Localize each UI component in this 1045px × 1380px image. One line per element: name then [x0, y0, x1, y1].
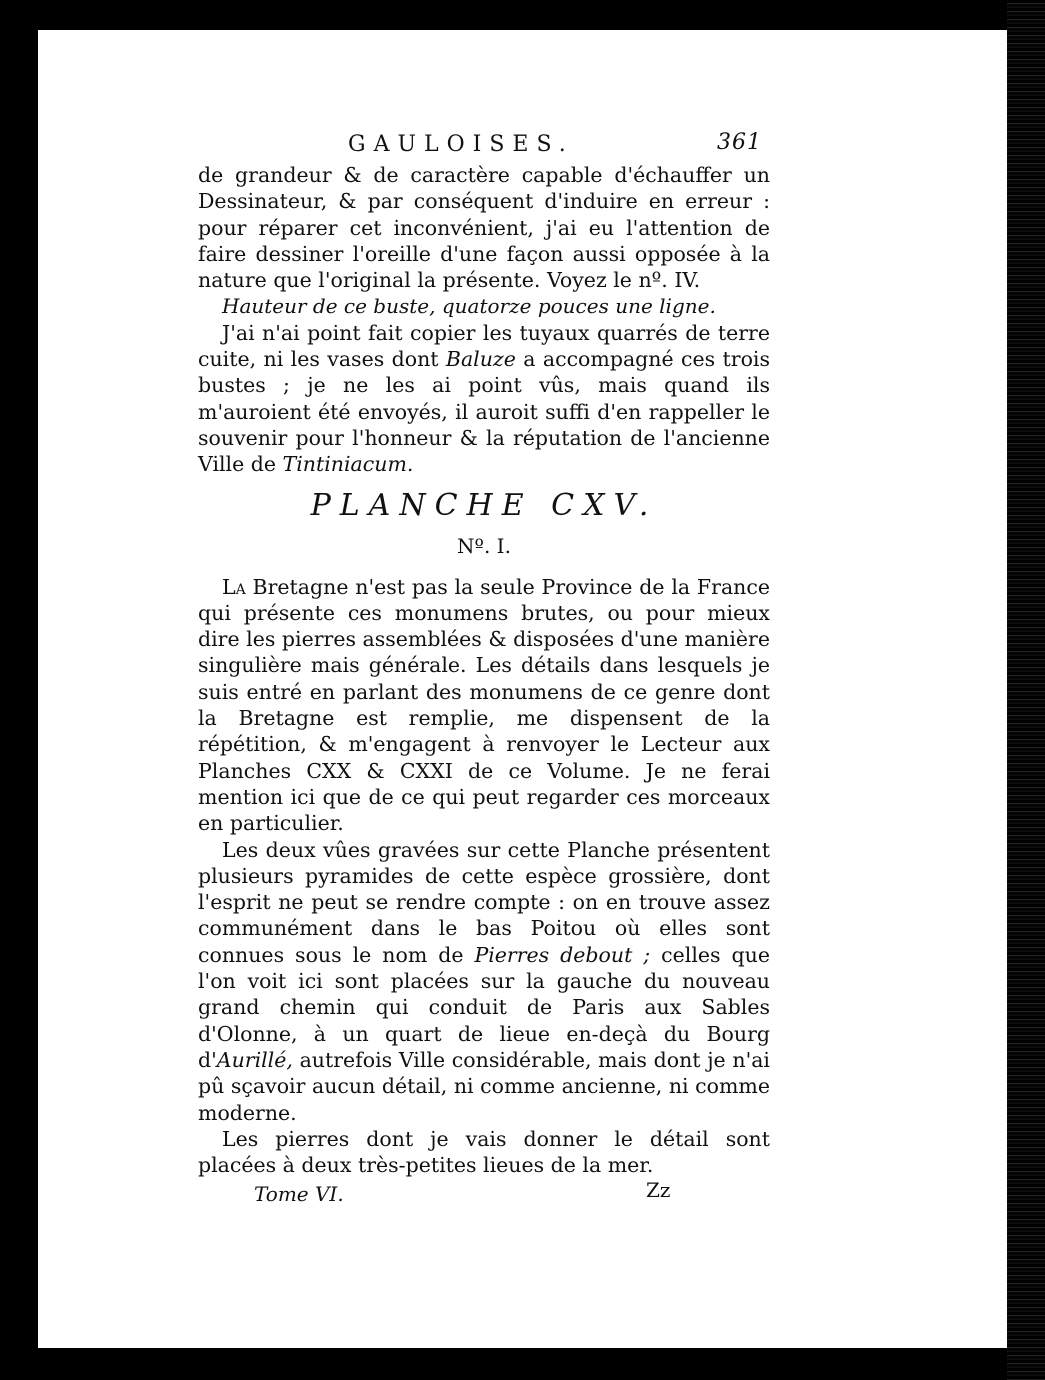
paragraph-text: Bretagne n'est pas la seule Province de la France qui présente ces monumens brutes, ou pour mieux dire les pierres assemblées & disposées d'une manière singulière mais générale. Les détails dans lesquels je suis entré en parlant des monumens de ce genre dont la Bretagne est remplie, me dispensent de la répétition, & m'engagent à renvoyer le Lecteur aux Planches CXX & CXXI de ce Volume. Je ne ferai mention ici que de ce qui peut regarder ces morceaux en particulier.	[198, 574, 770, 836]
paragraph-text: autrefois Ville considérable, mais dont je n'ai pû sçavoir aucun détail, ni comme ancienne, ni comme moderne.	[198, 1047, 770, 1125]
place-aurille: Aurillé,	[216, 1047, 293, 1072]
paragraph-text: J'ai n'ai point fait copier les tuyaux quarrés de terre cuite, ni les vases dont	[198, 320, 770, 372]
running-title: GAULOISES.	[348, 132, 574, 157]
volume-label: Tome VI.	[254, 1182, 344, 1207]
term-pierres-debout: Pierres debout ;	[474, 942, 651, 967]
bust-height-caption: Hauteur de ce buste, quatorze pouces une ligne.	[222, 294, 716, 319]
page-number: 361	[717, 130, 762, 155]
paragraph-text: celles que l'on voit ici sont placées sur la gauche du nouveau grand chemin qui conduit de Paris aux Sables d'Olonne, à un quart de lieue en-deçà du Bourg d'	[198, 942, 770, 1072]
book-page	[38, 30, 1008, 1348]
plate-heading: PLANCHE CXV.	[310, 487, 658, 523]
paragraph-pierres-debout	[198, 837, 770, 1126]
page-footer	[198, 1178, 770, 1212]
paragraph-bretagne	[198, 574, 770, 837]
paragraph-text: Les deux vûes gravées sur cette Planche présentent plusieurs pyramides de cette espèce grossière, dont l'esprit ne peut se rendre compte : on en trouve assez communément dans le bas Poitou où elles sont connues sous le nom de	[198, 837, 770, 967]
signature-mark: Zz	[646, 1178, 671, 1203]
city-name: Tintiniacum.	[282, 452, 414, 477]
running-header	[198, 132, 770, 162]
plate-subheading: Nº. I.	[457, 533, 511, 558]
drop-word: La	[222, 574, 246, 599]
paragraph-mer: Les pierres dont je vais donner le détail sont placées à deux très-petites lieues de la mer.	[198, 1126, 770, 1178]
text-block	[198, 132, 770, 1212]
author-name: Baluze	[445, 347, 516, 372]
paragraph-tuyaux	[198, 320, 770, 478]
scan-edge-shadow	[1007, 0, 1045, 1380]
paragraph-continuation: de grandeur & de caractère capable d'échauffer un Dessinateur, & par conséquent d'induire en erreur : pour réparer cet inconvénient, j'ai eu l'attention de faire dessiner l'oreille d'une façon aussi opposée à la nature que l'original la présente. Voyez le nº. IV.	[198, 163, 770, 293]
paragraph-text: a accompagné ces trois bustes ; je ne les ai point vûs, mais quand ils m'auroient été envoyés, il auroit suffi d'en rappeller le souvenir pour l'honneur & la réputation de l'ancienne Ville de	[198, 347, 770, 477]
